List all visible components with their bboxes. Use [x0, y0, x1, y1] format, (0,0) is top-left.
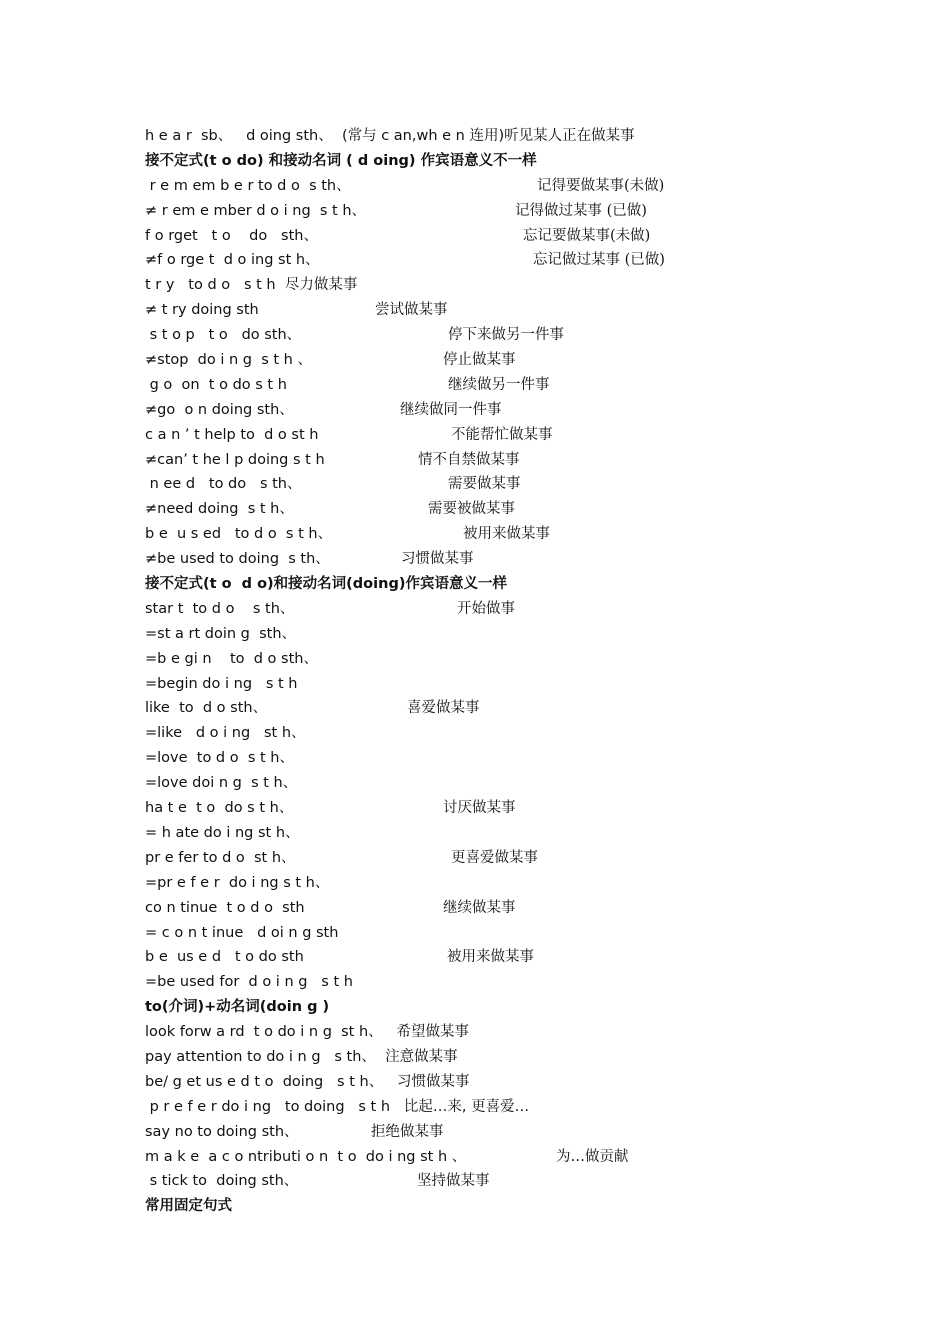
- phrase-text: b e us e d t o do sth: [145, 949, 304, 966]
- phrase-text: s t o p t o do sth、: [145, 327, 302, 344]
- phrase-text: ha t e t o do s t h、: [145, 800, 294, 817]
- vocab-line: [145, 1070, 845, 1095]
- phrase-text: ≠can’ t he l p doing s t h: [145, 451, 325, 468]
- phrase-text: m a k e a c o ntributi o n t o do i ng st h 、: [145, 1148, 467, 1165]
- phrase-text: c a n ’ t help to d o st h: [145, 426, 319, 443]
- meaning-text: 忘记做过某事 (已做): [533, 252, 665, 269]
- vocab-line: [145, 696, 845, 721]
- phrase-text: t r y to d o s t h 尽力做某事: [145, 277, 358, 294]
- vocab-line: [145, 970, 845, 995]
- phrase-text: be/ g et us e d t o doing s t h、 习惯做某事: [145, 1073, 470, 1090]
- phrase-text: 接不定式(t o d o)和接动名词(doing)作宾语意义一样: [145, 576, 507, 593]
- phrase-text: say no to doing sth、: [145, 1123, 299, 1140]
- vocab-line: [145, 746, 845, 771]
- meaning-text: 被用来做某事: [447, 949, 534, 966]
- phrase-text: =love doi n g s t h、: [145, 775, 298, 792]
- vocab-line: [145, 896, 845, 921]
- phrase-text: g o on t o do s t h: [145, 376, 287, 393]
- meaning-text: 继续做另一件事: [448, 376, 550, 393]
- meaning-text: 忘记要做某事(未做): [523, 227, 651, 244]
- phrase-text: n ee d to do s th、: [145, 476, 302, 493]
- phrase-text: =begin do i ng s t h: [145, 675, 298, 692]
- vocab-line: [145, 323, 845, 348]
- phrase-text: co n tinue t o d o sth: [145, 899, 305, 916]
- vocab-line: [145, 821, 845, 846]
- phrase-text: to(介词)+动名词(doin g ): [145, 999, 330, 1016]
- phrase-text: pay attention to do i n g s th、 注意做某事: [145, 1048, 458, 1065]
- section-heading: [145, 572, 845, 597]
- vocab-line: [145, 273, 845, 298]
- vocab-line: [145, 796, 845, 821]
- meaning-text: 需要被做某事: [428, 501, 515, 518]
- vocab-line: [145, 1020, 845, 1045]
- phrase-text: look forw a rd t o do i n g st h、 希望做某事: [145, 1024, 469, 1041]
- vocab-line: [145, 224, 845, 249]
- phrase-text: like to d o sth、: [145, 700, 268, 717]
- phrase-text: ≠go o n doing sth、: [145, 401, 294, 418]
- phrase-text: b e u s ed to d o s t h、: [145, 526, 333, 543]
- meaning-text: 更喜爱做某事: [451, 849, 538, 866]
- vocab-line: [145, 448, 845, 473]
- vocab-line: [145, 248, 845, 273]
- vocab-line: [145, 622, 845, 647]
- vocab-line: [145, 921, 845, 946]
- vocab-line: [145, 522, 845, 547]
- phrase-text: =b e gi n to d o sth、: [145, 650, 318, 667]
- meaning-text: 喜爱做某事: [407, 700, 480, 717]
- vocab-line: [145, 672, 845, 697]
- vocab-line: [145, 1145, 845, 1170]
- phrase-text: ≠stop do i n g s t h 、: [145, 352, 312, 369]
- phrase-text: =love to d o s t h、: [145, 750, 294, 767]
- phrase-text: 接不定式(t o do) 和接动名词 ( d oing) 作宾语意义不一样: [145, 152, 537, 169]
- vocab-line: [145, 398, 845, 423]
- vocab-line: [145, 199, 845, 224]
- meaning-text: 情不自禁做某事: [418, 451, 520, 468]
- phrase-text: h e a r sb、 d oing sth、 (常与 c an,wh e n 连用)听见某人正在做某事: [145, 128, 635, 144]
- phrase-text: ≠ t ry doing sth: [145, 302, 259, 319]
- meaning-text: 拒绝做某事: [371, 1123, 444, 1140]
- phrase-text: pr e fer to d o st h、: [145, 849, 296, 866]
- phrase-text: = c o n t inue d oi n g sth: [145, 924, 339, 941]
- meaning-text: 记得做过某事 (已做): [515, 202, 647, 219]
- vocab-line: [145, 1045, 845, 1070]
- phrase-text: ≠need doing s t h、: [145, 501, 294, 518]
- meaning-text: 开始做事: [457, 600, 515, 617]
- phrase-text: r e m em b e r to d o s th、: [145, 177, 351, 194]
- vocab-line: [145, 497, 845, 522]
- vocab-line: [145, 846, 845, 871]
- meaning-text: 习惯做某事: [401, 551, 474, 568]
- meaning-text: 停止做某事: [443, 352, 516, 369]
- phrase-text: star t to d o s th、: [145, 600, 295, 617]
- vocab-line: [145, 348, 845, 373]
- phrase-text: =like d o i ng st h、: [145, 725, 306, 742]
- phrase-text: = h ate do i ng st h、: [145, 824, 300, 841]
- section-heading: [145, 995, 845, 1020]
- phrase-text: ≠be used to doing s th、: [145, 551, 330, 568]
- phrase-text: f o rget t o do sth、: [145, 227, 318, 244]
- vocab-line: [145, 647, 845, 672]
- phrase-text: =pr e f e r do i ng s t h、: [145, 874, 330, 891]
- vocab-line: [145, 1120, 845, 1145]
- meaning-text: 不能帮忙做某事: [451, 426, 553, 443]
- vocab-line: [145, 721, 845, 746]
- vocab-line: [145, 597, 845, 622]
- vocab-line: [145, 771, 845, 796]
- meaning-text: 记得要做某事(未做): [537, 177, 665, 194]
- meaning-text: 继续做同一件事: [400, 401, 502, 418]
- meaning-text: 为…做贡献: [556, 1148, 629, 1165]
- meaning-text: 讨厌做某事: [443, 800, 516, 817]
- vocab-line: [145, 373, 845, 398]
- meaning-text: 被用来做某事: [463, 526, 550, 543]
- vocab-line: [145, 423, 845, 448]
- meaning-text: 停下来做另一件事: [448, 327, 564, 344]
- vocab-line: [145, 1095, 845, 1120]
- meaning-text: 尝试做某事: [375, 302, 448, 319]
- vocab-line: [145, 945, 845, 970]
- phrase-text: ≠f o rge t d o ing st h、: [145, 252, 320, 269]
- phrase-text: 常用固定句式: [145, 1198, 232, 1215]
- meaning-text: 继续做某事: [443, 899, 516, 916]
- meaning-text: 坚持做某事: [417, 1173, 490, 1190]
- vocab-line: [145, 298, 845, 323]
- phrase-text: =be used for d o i n g s t h: [145, 974, 353, 991]
- section-heading: [145, 149, 845, 174]
- vocab-line: [145, 174, 845, 199]
- phrase-text: ≠ r em e mber d o i ng s t h、: [145, 202, 367, 219]
- document-body: [145, 124, 845, 1219]
- vocab-line: [145, 124, 845, 149]
- vocab-line: [145, 1169, 845, 1194]
- vocab-line: [145, 472, 845, 497]
- phrase-text: p r e f e r do i ng to doing s t h 比起…来, 更喜爱…: [145, 1098, 530, 1115]
- meaning-text: 需要做某事: [448, 476, 521, 493]
- section-heading: [145, 1194, 845, 1219]
- vocab-line: [145, 547, 845, 572]
- vocab-line: [145, 871, 845, 896]
- phrase-text: =st a rt doin g sth、: [145, 625, 297, 642]
- phrase-text: s tick to doing sth、: [145, 1173, 299, 1190]
